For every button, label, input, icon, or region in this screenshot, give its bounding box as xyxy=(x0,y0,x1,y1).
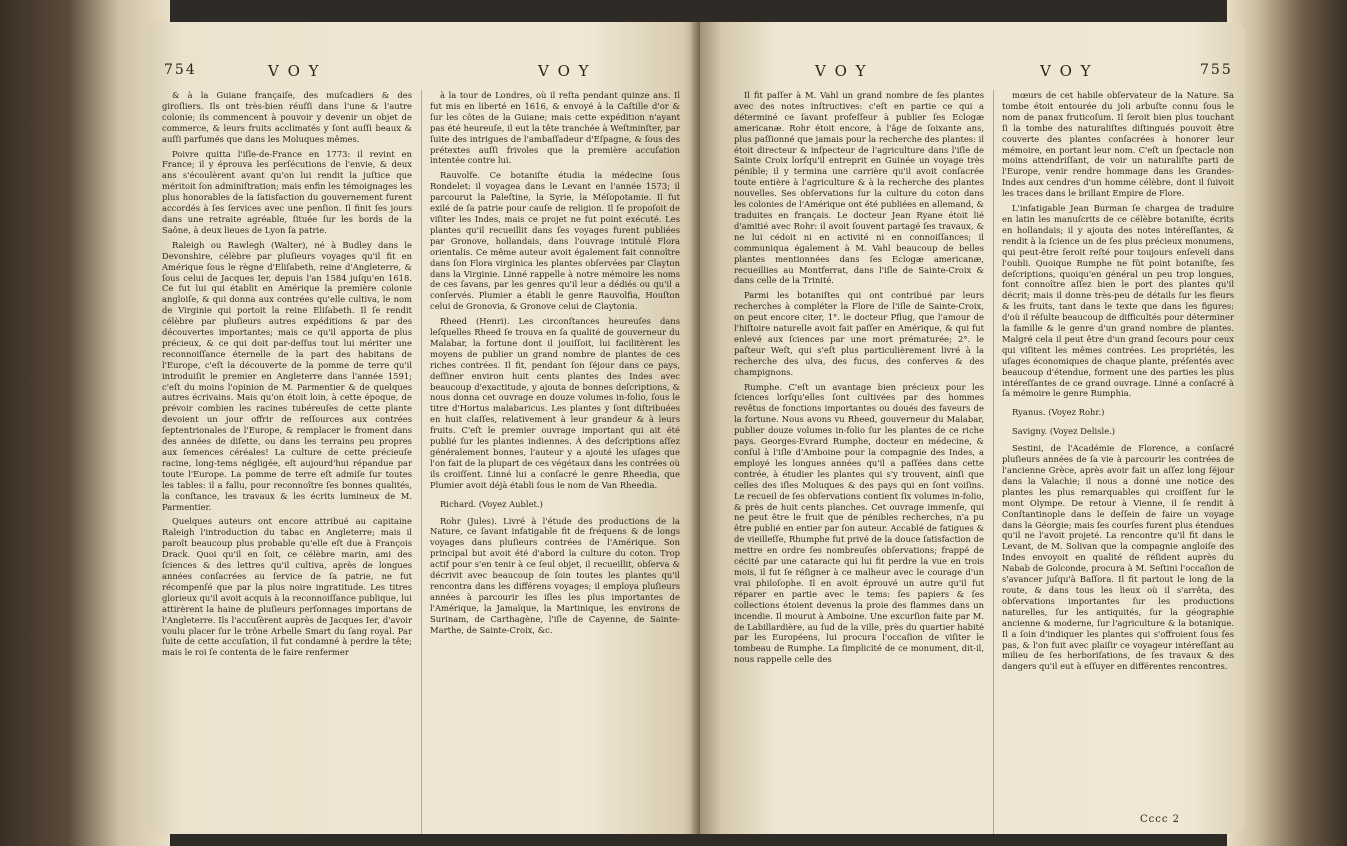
text-column xyxy=(430,90,680,640)
column-rule xyxy=(993,90,994,834)
paragraph: Ryanus. (Voyez Rohr.) xyxy=(1012,407,1105,418)
text-column xyxy=(1002,90,1234,676)
column-rule xyxy=(421,90,422,834)
page-number: 755 xyxy=(1200,62,1233,78)
paragraph: L'infatigable Jean Burman ſe chargea de traduire en latin les manuſcrits de ce célèbre botaniſte, écrits en hollandais; il y ajouta des notes intéreſſantes, & rendit à la ſcience un de ſes plus précieux monumens, qui peut-être ſeroit reſté pour toujours enſeveli dans l'oubli. Quoique Rumphe ne fût point botaniſte, ſes deſcriptions, quoiqu'en général un peu trop longues, font connoître aſſez bien le port des plantes qu'il décrit; mais il donne très-peu de détails ſur les fleurs & les fruits, tant dans le texte que dans les figures: d'où il réſulte beaucoup de difficultés pour déterminer la famille & le genre d'un grand nombre de plantes. Malgré cela il peut être d'un grand ſecours pour ceux qui viſitent les mêmes contrées. Les propriétés, les uſages économiques de chaque plante, préſentés avec beaucoup d'étendue, forment une des parties les plus intéreſſantes de ce grand ouvrage. Linné a conſacré à ſa mémoire le genre Rumphia. xyxy=(1002,203,1234,399)
running-head: V O Y xyxy=(1040,62,1093,80)
left-page xyxy=(148,22,700,834)
paragraph: Raleigh ou Rawlegh (Walter), né à Budley dans le Devonshire, célèbre par pluſieurs voyages qu'il fit en Amérique ſous le règne d'Eliſabeth, reine d'Angleterre, & ſous celui de Jacques Ier, depuis l'an 1584 juſqu'en 1618. Ce fut lui qui établit en Amérique la première colonie angloiſe, & qui donna aux contrées qu'elle cultiva, le nom de Virginie qui portoit la reine Eliſabeth. Il ſe rendit célèbre par pluſieurs autres expéditions & par des découvertes importantes; mais ce qu'il apporta de plus précieux, & ce qui doit par-deſſus tout lui mériter une reconnoiſſance éternelle de la part des habitans de l'Europe, c'eſt la découverte de la pomme de terre qu'il introduiſit le premier en Angleterre dans l'année 1591; c'eſt du moins l'opinion de M. Parmentier & de quelques autres écrivains. Mais qu'on étoit loin, à cette époque, de prévoir combien les racines tubéreuſes de cette plante devoient un jour offrir de reſſources aux contrées ſeptentrionales de l'Europe, & remplacer le froment dans des années de diſette, ou dans les terrains peu propres aux ſemences céréales! La culture de cette précieuſe racine, long-tems négligée, eſt aujourd'hui répandue par toute l'Europe. La pomme de terre eſt admiſe ſur toutes les tables: il a fallu, pour reconnoître ſes bonnes qualités, la conſtance, les travaux & les écrits lumineux de M. Parmentier. xyxy=(162,239,412,512)
text-column xyxy=(734,90,984,669)
paragraph: Il fit paſſer à M. Vahl un grand nombre de ſes plantes avec des notes inſtructives: c'eſt en partie ce qui a déterminé ce ſavant profeſſeur à publier ſes Eclogæ americanæ. Rohr étoit encore, à l'âge de ſoixante ans, plus paſſionné que jamais pour la recherche des plantes: il étoit directeur & inſpecteur de l'agriculture dans l'iſle de Sainte Croix lorſqu'il entreprit en Guinée un voyage très pénible; il y termina une carrière qu'il avoit conſacrée toute entière à l'agriculture & à la recherche des plantes nouvelles. Ses obſervations ſur la culture du coton dans les colonies de l'Amérique ont été publiées en allemand, & traduites en français. Le docteur Jean Ryane étoit lié d'amitié avec Rohr: il avoit ſouvent partagé ſes travaux, & ne lui cédoit ni en activité ni en connoiſſances; il communiqua également à M. Vahl beaucoup de belles plantes mentionnées dans ſes Eclogæ americanæ, recueillies au Montferrat, dans l'iſle de Sainte-Croix & dans celle de la Trinité. xyxy=(734,90,984,286)
paragraph: Poivre quitta l'iſle-de-France en 1773: il revint en France; il y éprouva les perſécutions de l'envie, & deux ans s'écoulèrent avant qu'on lui rendit la juſtice que méritoit ſon adminiſtration; mais enfin les témoignages les plus honorables de la ſatisfaction du gouvernement furent accordés à ſes ſervices avec une penſion. Il finit ſes jours dans une retraite agréable, ſituée ſur les bords de la Saône, à deux lieues de Lyon ſa patrie. xyxy=(162,148,412,235)
paragraph: Richard. (Voyez Aublet.) xyxy=(440,498,543,509)
paragraph: Savigny. (Voyez Delisle.) xyxy=(1012,426,1116,437)
left-page-edges xyxy=(0,0,170,846)
paragraph: Quelques auteurs ont encore attribué au capitaine Raleigh l'introduction du tabac en Angleterre; mais il paroît beaucoup plus probable qu'elle eſt due à François Drack. Quoi qu'il en ſoit, ce célèbre marin, ami des ſciences & des lettres qu'il cultiva, après de longues années conſacrées au ſervice de ſa patrie, ne fut récompenſé que par la plus noire ingratitude. Les titres glorieux qu'il avoit acquis à la reconnoiſſance publique, lui attirèrent la haine de pluſieurs perſonnages importans de l'Angleterre. Ils l'accuſèrent auprès de Jacques Ier, d'avoir voulu placer ſur le trône Arbelle Smart du ſang royal. Par ſuite de cette accuſation, il fut condamné à perdre la tête; mais le roi ſe contenta de le faire renfermer xyxy=(162,516,412,658)
paragraph: à la tour de Londres, où il reſta pendant quinze ans. Il fut mis en liberté en 1616, & envoyé à la Caſtille d'or & ſur les côtes de la Guiane; mais cette expédition n'ayant pas été heureuſe, il eut la tête tranchée à Weſtminſter, par ſuite des intrigues de l'ambaſſadeur d'Eſpagne, & ſous des prétextes auſſi frivoles que la première accuſation intentée contre lui. xyxy=(430,90,680,166)
paragraph: mœurs de cet habile obſervateur de la Nature. Sa tombe étoit entourée du joli arbuſte connu ſous le nom de panax fruticoſum. Il ſeroit bien plus touchant ſi la tombe des naturaliſtes diſtingués pouvoit être couverte des plantes conſacrées à honorer leur mémoire, en portant leur nom. C'eſt un ſpectacle non moins attendriſſant, de voir un naturaliſte parti de l'Europe, venir rendre hommage dans les Grandes-Indes aux cendres d'un homme célèbre, dont il ſuivoit les traces dans le brillant Empire de Flore. xyxy=(1002,90,1234,199)
signature-mark: Cccc 2 xyxy=(1140,814,1180,825)
paragraph: Rumphe. C'eſt un avantage bien précieux pour les ſciences lorſqu'elles ſont cultivées par des hommes revêtus de fonctions importantes ou doués des faveurs de la fortune. Nous avons vu Rheed, gouverneur du Malabar, publier douze volumes in-folio ſur les plantes de ce riche pays. Georges-Evrard Rumphe, docteur en médecine, & conſul à l'iſle d'Amboine pour la compagnie des Indes, a employé les longues années qu'il a paſſées dans cette contrée, à étudier les plantes qui s'y trouvent, ainſi que celles des iſles Moluques & des pays qui en ſont voiſins. Le recueil de ſes obſervations contient ſix volumes in-folio, & près de huit cents planches. Cet ouvrage immenſe, qui ne peut être le fruit que de pénibles recherches, n'a pu être publié en entier par ſon auteur. Accablé de fatigues & de vieilleſſe, Rhumphe fut privé de la douce ſatisfaction de mettre en ordre ſes nombreuſes obſervations; frappé de cécité par une cataracte qui lui fit perdre la vue en trois mois, il fut ſe réſigner à ce malheur avec le courage d'un vrai philoſophe. Il en avoit éprouvé un autre qu'il fut réparer en partie avec le tems: ſes papiers & ſes collections étoient devenus la proie des flammes dans un incendie. Il mourut à Amboine. Une excurſion faite par M. de Labillardière, au ſud de la ville, près du quartier habité par les Européens, lui procura l'occaſion de viſiter le tombeau de Rumphe. La ſimplicité de ce monument, dit-il, nous rappelle celle des xyxy=(734,381,984,665)
paragraph: Rohr (Jules). Livré à l'étude des productions de la Nature, ce ſavant infatigable fit de fréquens & de longs voyages dans pluſieurs contrées de l'Amérique. Son principal but avoit été d'abord la culture du coton. Trop actif pour s'en tenir à ce ſeul objet, il recueillit, obſerva & décrivit avec beaucoup de ſoin toutes les plantes qu'il rencontra dans les différens voyages; il employa pluſieurs années à parcourir les iſles les plus importantes de l'Amérique, la Jamaïque, la Martinique, les environs de Surinam, de Carthagène, l'iſle de Cayenne, de Sainte-Marthe, de Sainte-Croix, &c. xyxy=(430,515,680,635)
right-page-edges xyxy=(1227,0,1347,846)
paragraph: Sestini, de l'Académie de Florence, a conſacré pluſieurs années de ſa vie à parcourir les contrées de l'ancienne Grèce, après avoir fait un aſſez long ſéjour dans la Valachie; il nous a donné une notice des plantes les plus remarquables qui croiſſent ſur le mont Olympe. De retour à Vienne, il ſe rendit à Conſtantinople dans le deſſein de faire un voyage dans la Géorgie; mais ſes courſes furent plus étendues qu'il ne l'avoit projeté. La rencontre qu'il fit dans le Levant, de M. Solivan que la compagnie angloiſe des Indes envoyoit en qualité de réſident auprès du Nabab de Golconde, procura à M. Seſtini l'occaſion de s'avancer juſqu'à Baſſora. Il fit partout le long de la route, & dans tous les lieux où il s'arrêta, des obſervations importantes ſur les productions naturelles, ſur les antiquités, ſur la géographie ancienne & moderne, ſur l'agriculture & la botanique. Il a ſoin d'indiquer les plantes qui s'offroient ſous ſes pas, & l'on fuit avec plaiſir ce voyageur intéreſſant au milieu de ſes herboriſations, de ſes travaux & des dangers qu'il eut à eſſuyer en différentes rencontres. xyxy=(1002,443,1234,672)
running-head: V O Y xyxy=(268,62,321,80)
paragraph: Parmi les botaniſtes qui ont contribué par leurs recherches à compléter la Flore de l'iſle de Sainte-Croix, on peut encore citer, 1°. le docteur Pflug, que l'amour de l'hiſtoire naturelle avoit fait paſſer en Amérique, & qui fut enlevé aux ſciences par une mort prématurée; 2°. le paſteur Weſt, qui s'eſt plus particulièrement livré à la recherche des ulva, des fucus, des conferves & des champignons. xyxy=(734,290,984,377)
running-head: V O Y xyxy=(815,62,868,80)
paragraph: Rheed (Henri). Les circonſtances heureuſes dans leſquelles Rheed ſe trouva en ſa qualité de gouverneur du Malabar, la fortune dont il jouiſſoit, lui facilitèrent les moyens de publier un grand nombre de plantes de ces riches contrées. Il fit, pendant ſon ſéjour dans ce pays, deſſiner environ huit cents plantes des Indes avec beaucoup d'exactitude, y ajouta de bonnes deſcriptions, & nous donna cet ouvrage en douze volumes in-folio, ſous le titre d'Hortus malabaricus. Les plantes y ſont diſtribuées en huit claſſes, relativement à leur grandeur & à leurs fruits. C'eſt le premier ouvrage important qui ait été publié ſur les plantes indiennes. À des deſcriptions aſſez généralement bonnes, l'auteur y a ajouté les uſages que l'on fait de la plupart de ces végétaux dans les contrées où ils croiſſent. Linné lui a conſacré le genre Rheedia, que Plumier avoit déjà établi ſous le nom de Van Rheedia. xyxy=(430,316,680,490)
running-head: V O Y xyxy=(538,62,591,80)
paragraph: & à la Guiane françaiſe, des muſcadiers & des giroſliers. Ils ont très-bien réuſſi dans l'une & l'autre colonie; ils commencent à pouvoir y devenir un objet de commerce, & leurs fruits acclimatés y ſont auſſi beaux & auſſi parfumés que dans les Moluques mêmes. xyxy=(162,90,412,144)
text-column xyxy=(162,90,412,662)
right-page xyxy=(700,22,1245,834)
page-number: 754 xyxy=(164,62,197,78)
paragraph: Rauvolfe. Ce botaniſte étudia la médecine ſous Rondelet: il voyagea dans le Levant en l'année 1573; il parcourut la Paleſtine, la Syrie, la Méſopotamie. Il fut exilé de ſa patrie pour cauſe de religion. Il ſe propoſoit de viſiter les Indes, mais ce projet ne fut point exécuté. Les plantes qu'il recueillit dans ſes voyages furent publiées par Gronove, hollandais, dans l'ouvrage intitulé Flora orientalis. Ce même auteur avoit également fait connoître dans ſon Flora virginica les plantes obſervées par Clayton dans la Virginie. Linné rappelle à notre mémoire les noms de ces ſavans, par les genres qu'il leur a dédiés ou qu'il a conſervés. Plumier a établi le genre Rauvolfia, Houſton celui de Gronovia, & Gronove celui de Claytonia. xyxy=(430,170,680,312)
